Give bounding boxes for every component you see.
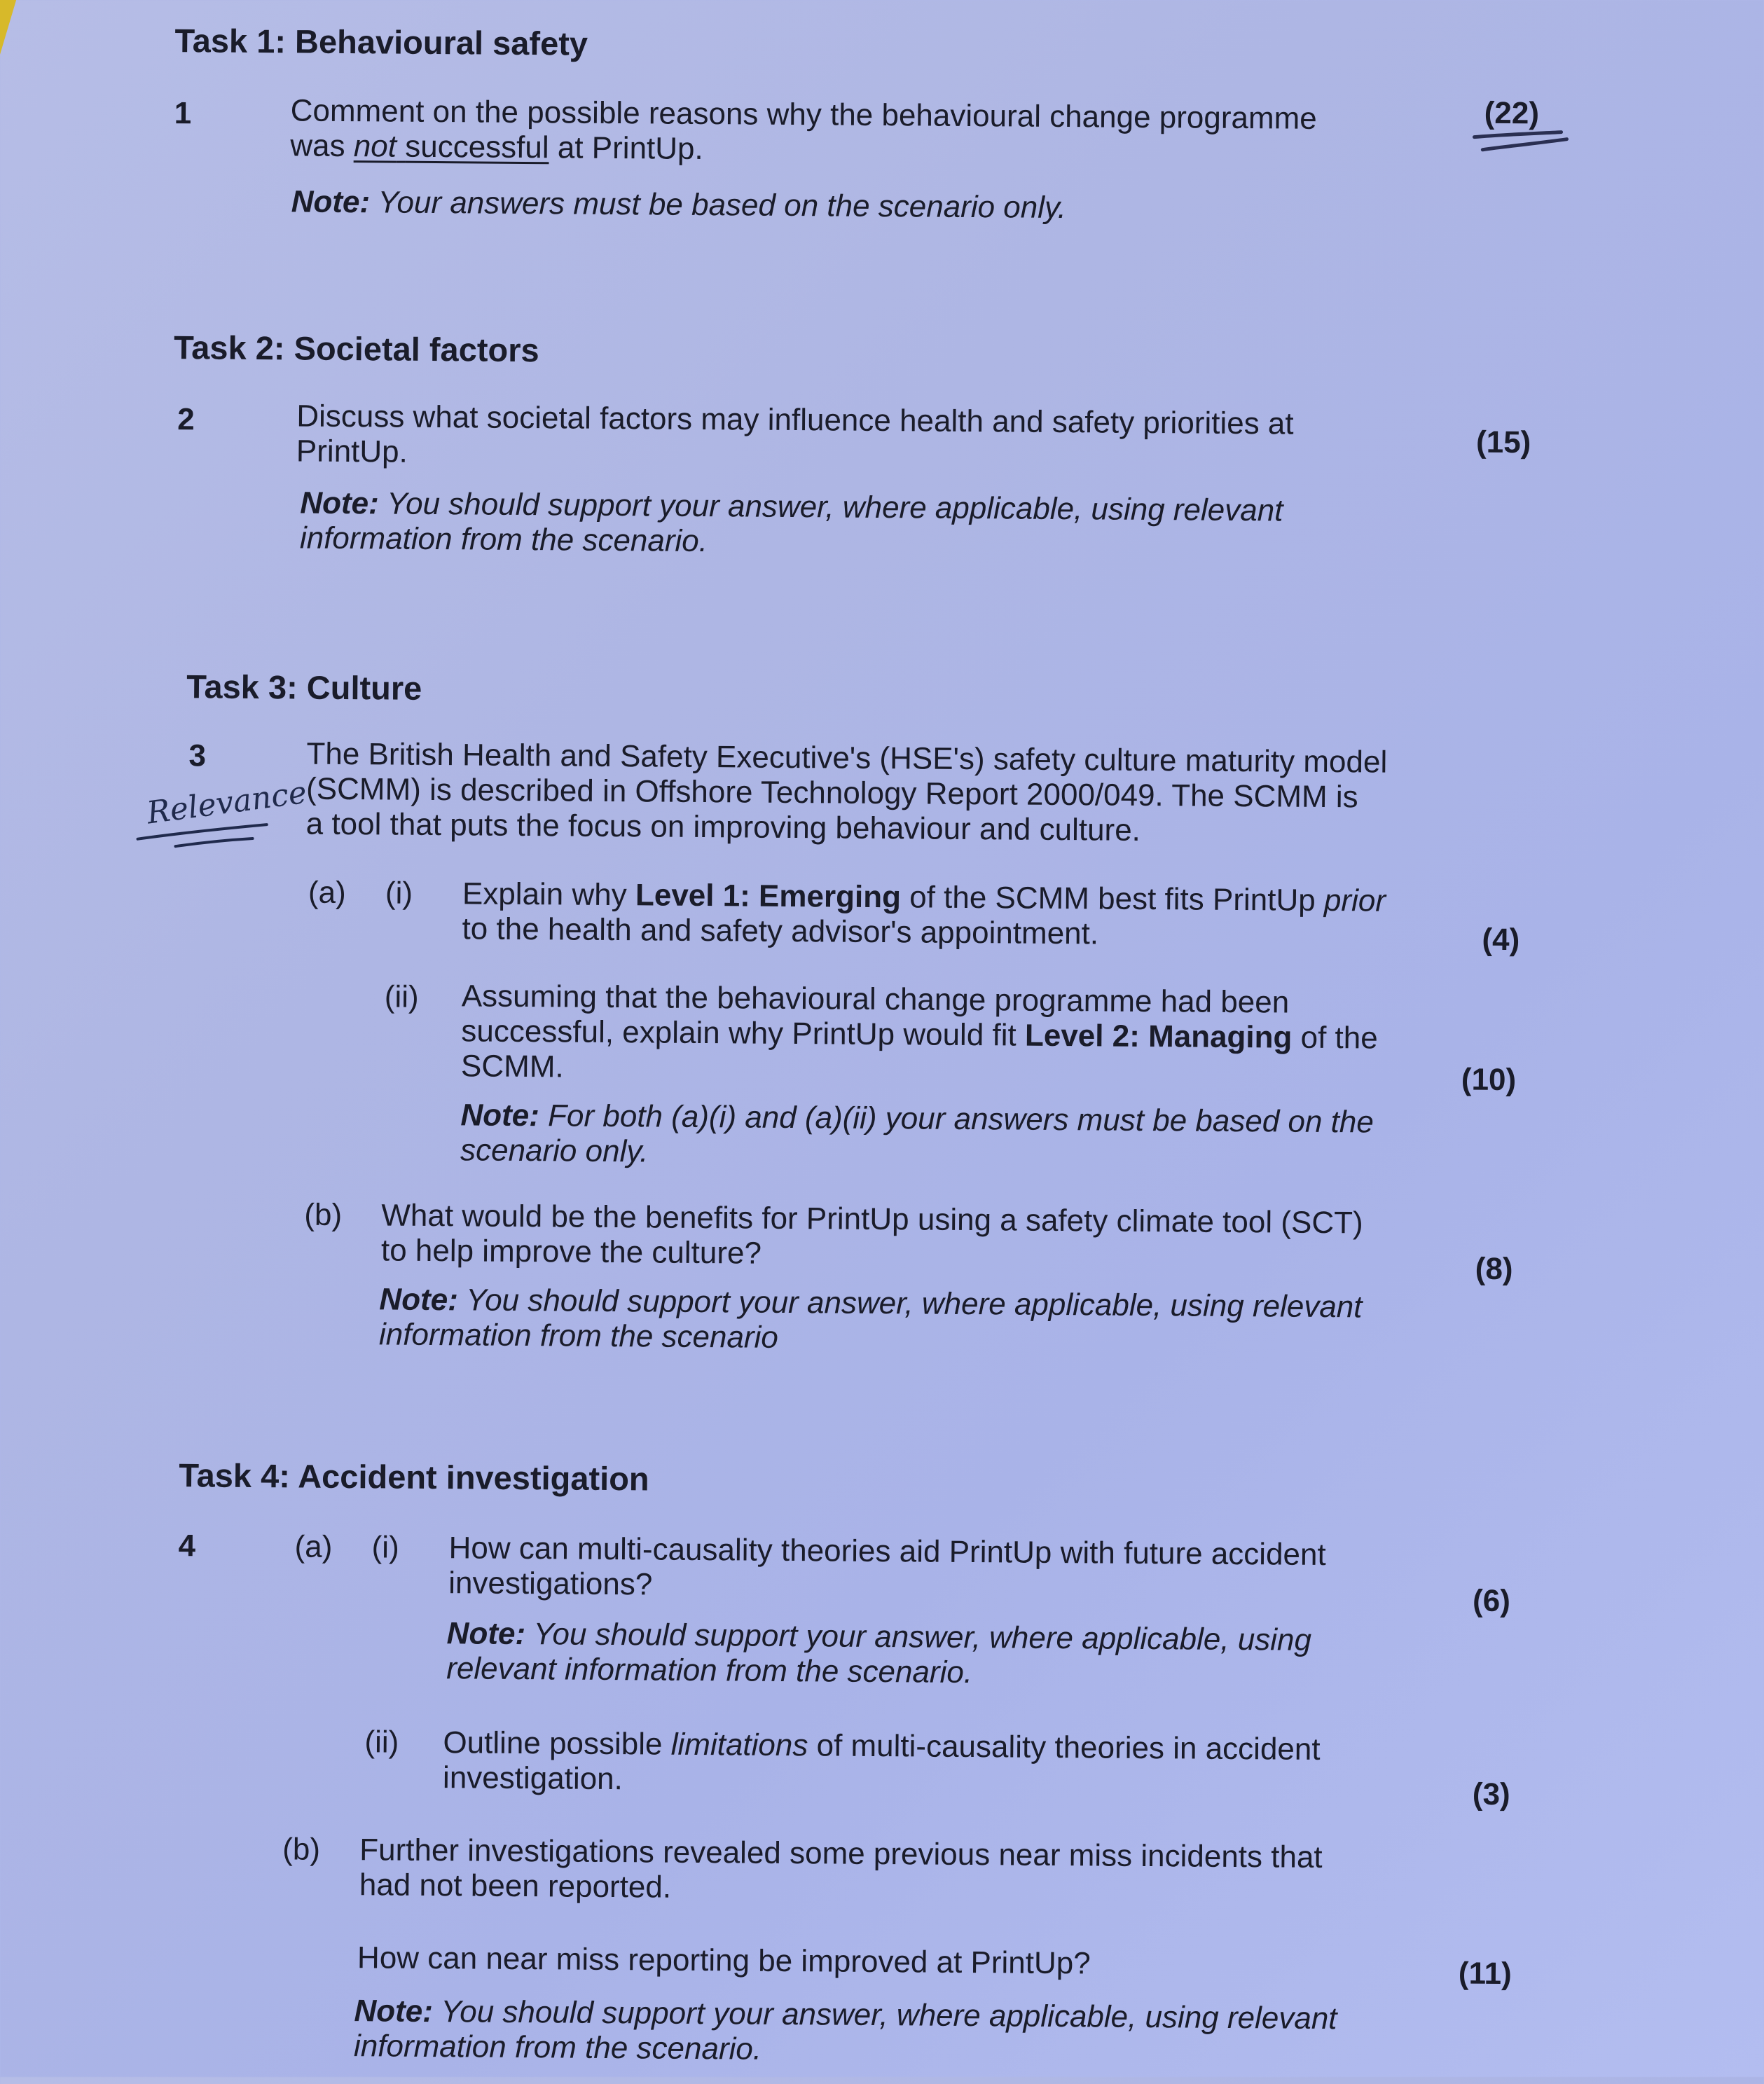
question-1-text: Comment on the possible reasons why the behavioural change programme was not successful at PrintUp. bbox=[290, 93, 1317, 167]
question-3b-text: What would be the benefits for PrintUp using a safety climate tool (SCT) to help improve the culture? bbox=[380, 1198, 1363, 1271]
question-4ai-label: (i) bbox=[371, 1530, 399, 1565]
yellow-corner bbox=[0, 0, 18, 56]
question-1-note: Note: Your answers must be based on the scenario only. bbox=[291, 184, 1067, 226]
question-3b-note: Note: You should support your answer, where applicable, using relevant information from the scenario bbox=[378, 1282, 1363, 1355]
task-4-heading: Task 4: Accident investigation bbox=[179, 1456, 649, 1498]
question-3a-label: (a) bbox=[308, 875, 346, 911]
marks-underline-ink bbox=[1468, 127, 1566, 163]
question-3ai-marks: (4) bbox=[1482, 922, 1520, 958]
question-3-number: 3 bbox=[188, 738, 207, 773]
question-4aii-marks: (3) bbox=[1472, 1776, 1510, 1812]
question-3aii-text: Assuming that the behavioural change programme had been successful, explain why PrintUp would fit Level 2: Managing of the SCMM. bbox=[460, 979, 1378, 1084]
question-4b-marks: (11) bbox=[1458, 1956, 1512, 1992]
question-4a-label: (a) bbox=[294, 1529, 333, 1564]
question-1-number: 1 bbox=[174, 96, 192, 131]
question-2-marks: (15) bbox=[1475, 425, 1531, 460]
question-4b-note: Note: You should support your answer, where applicable, using relevant information from the scenario. bbox=[353, 1994, 1337, 2066]
question-2-note: Note: You should support your answer, where applicable, using relevant information from the scenario. bbox=[299, 485, 1283, 559]
question-4aii-text: Outline possible limitations of multi-causality theories in accident investigation. bbox=[442, 1725, 1321, 1797]
question-3ai-label: (i) bbox=[385, 876, 413, 911]
question-4aii-label: (ii) bbox=[364, 1725, 399, 1760]
question-4ai-marks: (6) bbox=[1472, 1583, 1511, 1619]
question-4ai-note: Note: You should support your answer, where applicable, using relevant information from the scenario. bbox=[446, 1616, 1312, 1690]
question-2-number: 2 bbox=[177, 402, 195, 437]
question-3aii-label: (ii) bbox=[384, 979, 419, 1014]
task-3-heading: Task 3: Culture bbox=[186, 668, 422, 707]
question-4b-question: How can near miss reporting be improved at PrintUp? bbox=[357, 1940, 1091, 1981]
handwritten-note: Relevance bbox=[144, 774, 309, 831]
question-2-text: Discuss what societal factors may influence health and safety priorities at PrintUp. bbox=[296, 399, 1294, 469]
question-4ai-text: How can multi-causality theories aid PrintUp with future accident investigations? bbox=[448, 1531, 1326, 1602]
question-3aii-marks: (10) bbox=[1461, 1062, 1517, 1098]
question-1-marks: (22) bbox=[1484, 95, 1540, 131]
question-4b-label: (b) bbox=[282, 1832, 321, 1867]
question-3a-note: Note: For both (a)(i) and (a)(ii) your answers must be based on the scenario only. bbox=[460, 1098, 1374, 1169]
question-4-number: 4 bbox=[178, 1529, 196, 1564]
question-3b-marks: (8) bbox=[1475, 1251, 1513, 1287]
question-3b-label: (b) bbox=[304, 1197, 343, 1232]
question-3ai-text: Explain why Level 1: Emerging of the SCMM best fits PrintUp prior to the health and safety advisor's appointment. bbox=[462, 876, 1386, 951]
handwritten-underline-ink bbox=[133, 821, 273, 857]
question-3-intro: The British Health and Safety Executive's (HSE's) safety culture maturity model (SCMM) is described in Offshore Technology Report 2000/049. The SCMM is a tool that puts the focus on improving behaviour and culture. bbox=[305, 736, 1388, 848]
task-1-heading: Task 1: Behavioural safety bbox=[174, 22, 588, 62]
question-4b-text: Further investigations revealed some previous near miss incidents that had not been reported. bbox=[359, 1833, 1323, 1905]
task-2-heading: Task 2: Societal factors bbox=[173, 329, 539, 369]
